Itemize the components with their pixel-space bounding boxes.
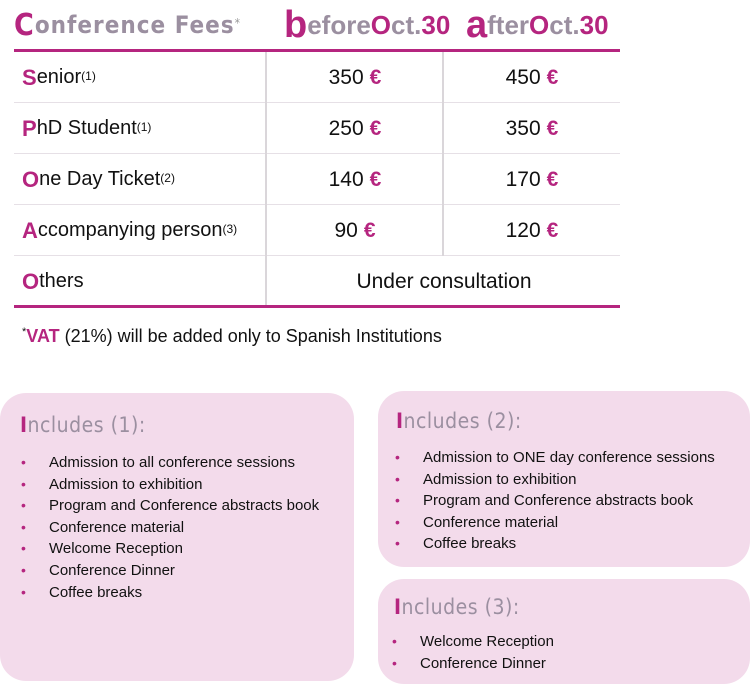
euro-icon: € — [546, 167, 559, 191]
includes-list — [392, 631, 744, 674]
header-before-cap2: O — [370, 9, 392, 40]
list-item — [395, 512, 747, 534]
header-before-text: efore — [307, 9, 371, 40]
vat-text: (21%) will be added only to Spanish Institutions — [59, 326, 442, 346]
header-after-oct-30 — [466, 0, 609, 50]
header-after-text: fter — [487, 9, 530, 40]
bullet-icon: • — [392, 633, 397, 649]
fee-after-amount: 170 — [505, 167, 541, 191]
header-after-cap2: O — [529, 9, 550, 40]
fee-label-text: enior — [36, 66, 82, 88]
table-row — [0, 205, 620, 256]
bullet-icon: • — [21, 561, 26, 578]
fee-label-text: ccompanying person — [37, 219, 223, 241]
list-item — [21, 452, 341, 474]
header-before-cap: b — [284, 3, 308, 46]
list-item — [21, 582, 341, 604]
list-item-text: Program and Conference abstracts book — [49, 497, 320, 515]
euro-icon: € — [363, 218, 376, 242]
fee-label-note: (3) — [222, 221, 238, 236]
list-item — [395, 533, 747, 555]
list-item-text: Welcome Reception — [49, 540, 183, 558]
fee-after-amount: 120 — [505, 218, 541, 242]
bullet-icon: • — [392, 654, 397, 671]
list-item — [392, 653, 744, 675]
list-item — [21, 495, 341, 517]
list-item-text: Program and Conference abstracts book — [423, 492, 694, 510]
fee-before — [268, 52, 442, 103]
list-item — [392, 631, 744, 653]
table-row-others — [0, 256, 620, 307]
fee-after-amount: 450 — [505, 65, 541, 89]
header-before-day: 30 — [421, 9, 451, 40]
includes-title — [396, 409, 522, 433]
bullet-icon: • — [395, 492, 400, 509]
fee-before-amount: 140 — [328, 167, 364, 191]
vat-asterisk: * — [22, 326, 27, 338]
fee-label-note: (2) — [160, 170, 175, 185]
includes-box-3 — [378, 579, 750, 684]
list-item — [21, 538, 341, 560]
list-item-text: Admission to exhibition — [423, 470, 577, 488]
bullet-icon: • — [21, 518, 26, 535]
bullet-icon: • — [21, 497, 26, 514]
includes-title-cap: I — [394, 595, 402, 619]
bullet-icon: • — [21, 475, 26, 492]
header-before-oct-30 — [284, 0, 450, 50]
list-item-text: Coffee breaks — [49, 583, 143, 601]
includes-title — [20, 413, 146, 437]
includes-box-1 — [0, 393, 354, 681]
bullet-icon: • — [21, 454, 26, 470]
list-item-text: Conference material — [423, 513, 559, 531]
list-item-text: Admission to all conference sessions — [49, 454, 295, 471]
fee-before — [268, 103, 442, 154]
fee-label — [22, 52, 96, 103]
list-item-text: Admission to exhibition — [49, 475, 203, 493]
bullet-icon: • — [21, 583, 26, 600]
header-after-day: 30 — [579, 9, 609, 40]
list-item — [395, 469, 747, 491]
includes-list — [395, 447, 747, 555]
vat-label: VAT — [26, 326, 60, 346]
table-row — [0, 154, 620, 205]
header-after-text2: ct. — [549, 9, 580, 40]
header-fees-cap: C — [14, 7, 35, 43]
header-conference-fees — [14, 0, 241, 50]
fee-label-text: thers — [39, 270, 84, 292]
includes-title-text: ncludes (1): — [27, 413, 146, 437]
fee-label-text: hD Student — [36, 117, 137, 139]
euro-icon: € — [546, 116, 559, 140]
header-after-cap: a — [466, 3, 488, 46]
fee-before — [268, 154, 442, 205]
euro-icon: € — [546, 218, 559, 242]
bullet-icon: • — [395, 513, 400, 530]
fee-under-consultation: Under consultation — [356, 269, 532, 293]
euro-icon: € — [369, 167, 382, 191]
fee-before — [268, 205, 442, 256]
header-fees-asterisk: * — [234, 16, 242, 30]
includes-title-text: ncludes (2): — [403, 409, 522, 433]
fee-label-cap: O — [22, 166, 40, 192]
fee-before-amount: 350 — [328, 65, 364, 89]
includes-title-cap: I — [396, 409, 404, 433]
list-item — [21, 560, 341, 582]
fee-label-cap: A — [22, 217, 38, 243]
list-item — [395, 490, 747, 512]
includes-list — [21, 452, 341, 603]
fee-before-amount: 90 — [334, 218, 358, 242]
list-item-text: Coffee breaks — [423, 535, 517, 553]
list-item — [21, 474, 341, 496]
list-item-text: Conference material — [49, 518, 185, 536]
list-item — [21, 517, 341, 539]
fee-label-cap: O — [22, 268, 40, 294]
bullet-icon: • — [395, 535, 400, 552]
fee-label — [22, 256, 84, 307]
fee-label-cap: S — [22, 64, 37, 90]
fee-before-amount: 250 — [328, 116, 364, 140]
vat-note — [22, 326, 442, 347]
fee-label — [22, 154, 175, 205]
list-item-text: Conference Dinner — [49, 561, 175, 579]
fee-after-amount: 350 — [505, 116, 541, 140]
bullet-icon: • — [395, 449, 400, 465]
fee-label-text: ne Day Ticket — [39, 168, 161, 190]
table-row — [0, 103, 620, 154]
list-item-text: Welcome Reception — [420, 633, 554, 650]
fee-after — [444, 52, 620, 103]
fee-after — [444, 103, 620, 154]
list-item-text: Conference Dinner — [420, 654, 546, 672]
bullet-icon: • — [395, 470, 400, 487]
fee-label-cap: P — [22, 115, 37, 141]
includes-title — [394, 595, 520, 619]
fee-after — [444, 154, 620, 205]
includes-title-text: ncludes (3): — [401, 595, 520, 619]
bullet-icon: • — [21, 540, 26, 557]
list-item-text: Admission to ONE day conference sessions — [423, 449, 715, 466]
header-fees-text: onference Fees — [34, 11, 235, 39]
fee-label-note: (1) — [136, 119, 152, 134]
fee-label-note: (1) — [81, 68, 96, 83]
euro-icon: € — [369, 116, 382, 140]
fee-label — [22, 205, 237, 256]
includes-box-2 — [378, 391, 750, 567]
includes-title-cap: I — [20, 413, 28, 437]
euro-icon: € — [369, 65, 382, 89]
list-item — [395, 447, 747, 469]
header-before-text2: ct. — [391, 9, 422, 40]
euro-icon: € — [546, 65, 559, 89]
fee-label — [22, 103, 151, 154]
table-row — [0, 52, 620, 103]
fee-after — [444, 205, 620, 256]
